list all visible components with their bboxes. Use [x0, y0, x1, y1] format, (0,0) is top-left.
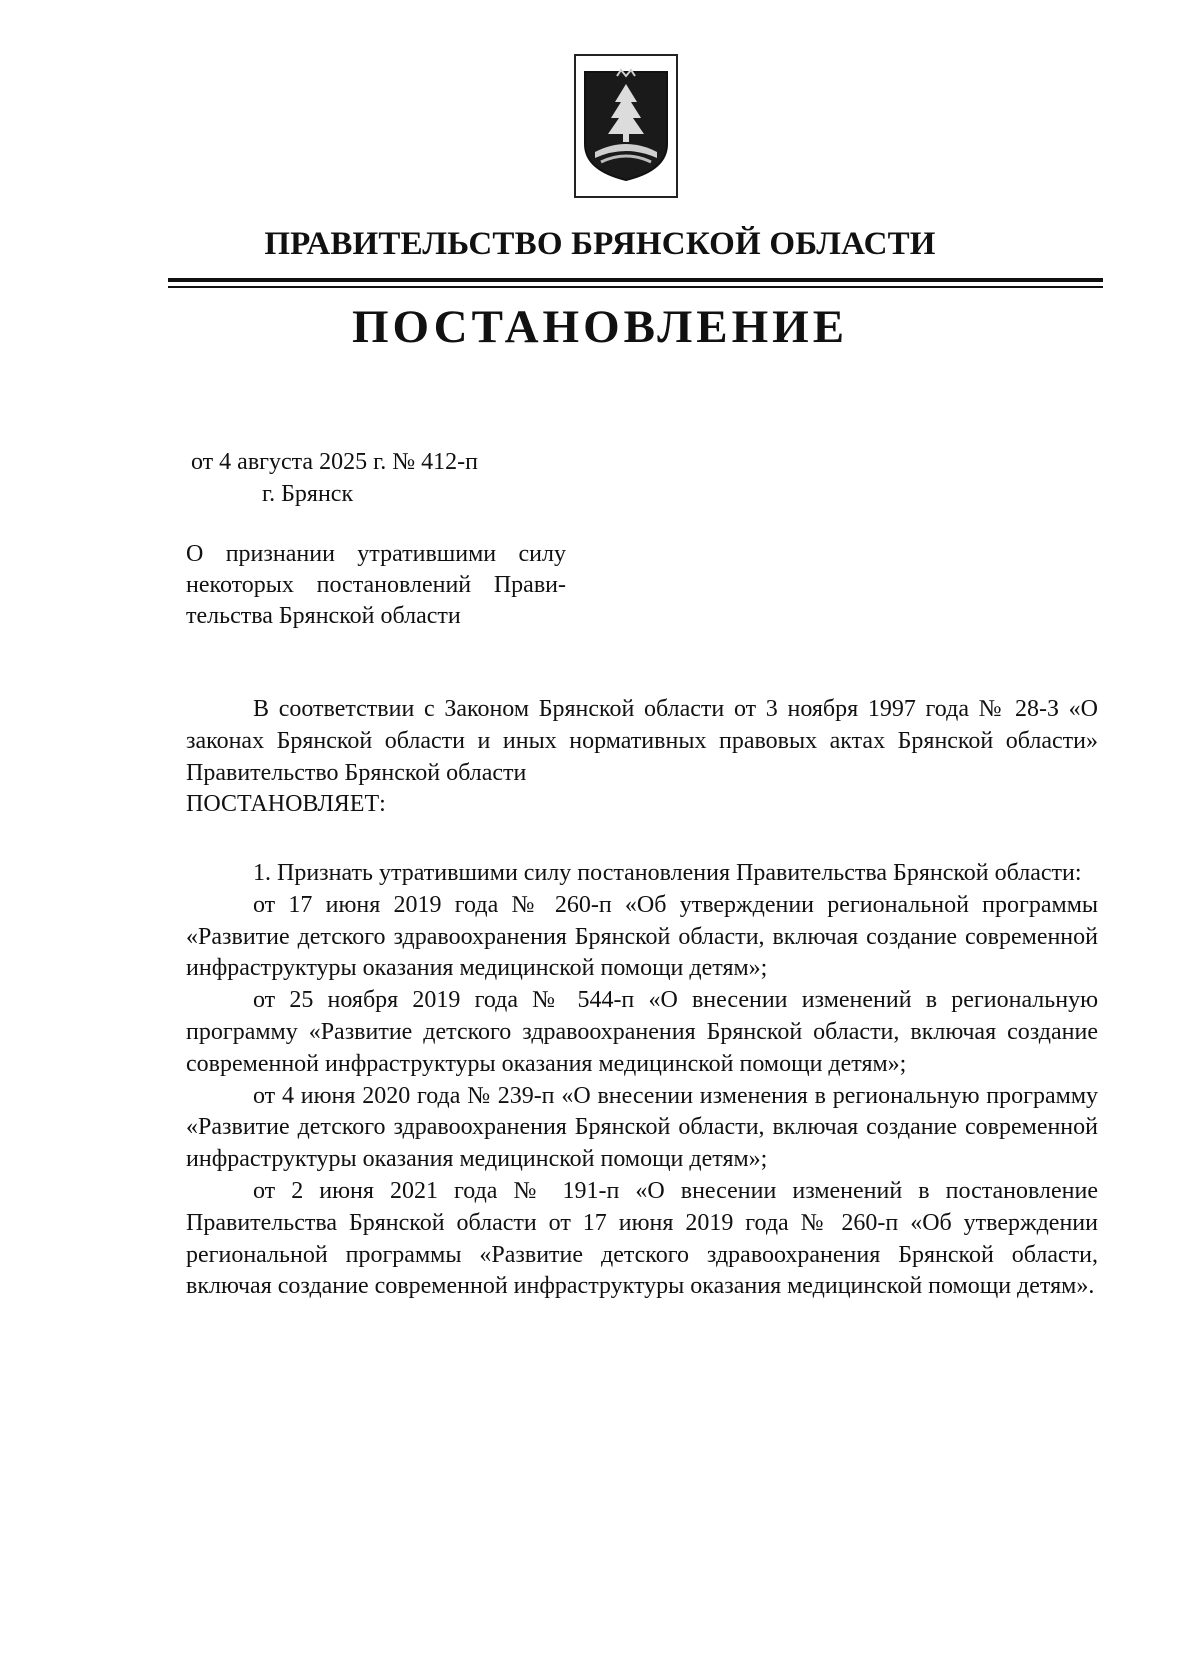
- repealed-act-item: от 25 ноября 2019 года № 544-п «О внесении изменений в региональную программу «Развитие детского здравоохранения Брянской области, включая создание современной инфраструктуры оказания медицинской помощи детям»;: [186, 987, 1098, 1077]
- preamble-paragraph: В соответствии с Законом Брянской области от 3 ноября 1997 года № 28-З «О законах Брянской области и иных нормативных правовых актах Брянской области» Правительство Брянской области: [186, 696, 1098, 786]
- date-and-number: от 4 августа 2025 г. № 412-п: [191, 449, 478, 475]
- subject-line: О признании утратившими силу: [186, 541, 566, 567]
- organization-name: ПРАВИТЕЛЬСТВО БРЯНСКОЙ ОБЛАСТИ: [264, 226, 936, 262]
- city: г. Брянск: [262, 481, 354, 507]
- repealed-act-item: от 17 июня 2019 года № 260-п «Об утверждении региональной программы «Развитие детского здравоохранения Брянской области, включая создание современной инфраструктуры оказания медицинской помощи детям»;: [186, 891, 1098, 982]
- decree-word: ПОСТАНОВЛЯЕТ:: [186, 791, 386, 818]
- item-1-intro: 1. Признать утратившими силу постановления Правительства Брянской области:: [253, 860, 1082, 886]
- document-subject: [186, 539, 566, 632]
- repealed-act-item: от 2 июня 2021 года № 191-п «О внесении изменений в постановление Правительства Брянской области от 17 июня 2019 года № 260-п «Об утверждении региональной программы «Развитие детского здравоохранения Брянской области, включая создание современной инфраструктуры оказания медицинской помощи детям».: [186, 1177, 1098, 1300]
- document-type-title: ПОСТАНОВЛЕНИЕ: [351, 301, 849, 353]
- item-1-block: [186, 858, 1098, 1303]
- header-rule-thin: [168, 286, 1103, 288]
- coat-of-arms-icon: [574, 54, 678, 198]
- preamble-block: [186, 694, 1098, 821]
- repealed-act-item: от 4 июня 2020 года № 239-п «О внесении изменения в региональную программу «Развитие детского здравоохранения Брянской области, включая создание современной инфраструктуры оказания медицинской помощи детям»;: [186, 1082, 1098, 1173]
- subject-line: некоторых постановлений Прави-: [186, 572, 566, 598]
- header-rule-thick: [168, 278, 1103, 282]
- subject-line: тельства Брянской области: [186, 603, 461, 629]
